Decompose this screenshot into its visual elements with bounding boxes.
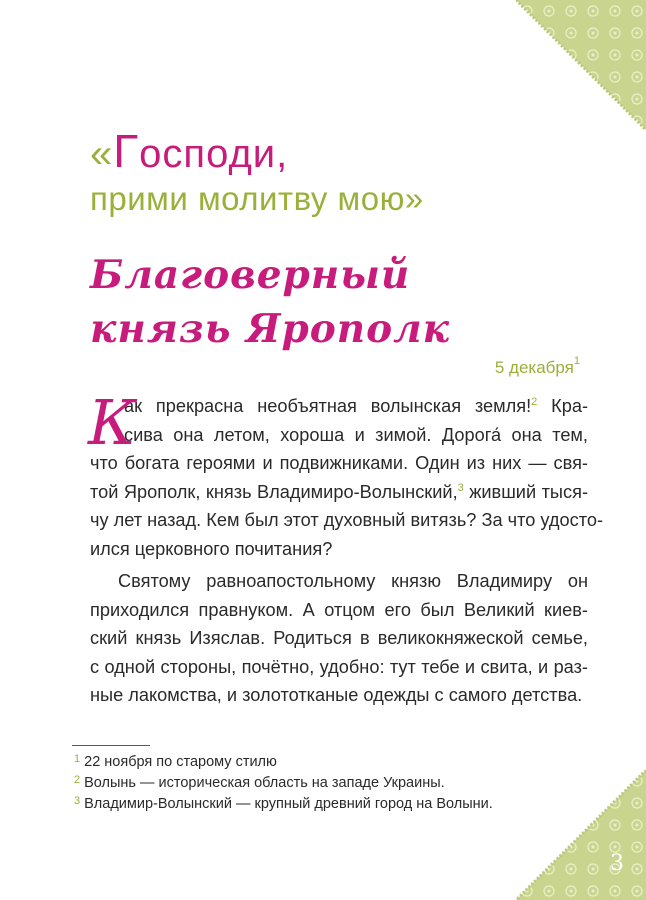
saint-name-line-1: Благоверный xyxy=(90,252,411,298)
text-line: ные лакомства, и золототканые одежды с самого детства. xyxy=(90,685,583,705)
saint-name-line-2: князь Ярополк xyxy=(90,306,451,352)
text-line: приходился правнуком. А отцом его был Великий киев- xyxy=(90,599,588,620)
text-segment: ак прекрасна необъятная волынская земля! xyxy=(124,396,532,416)
title-initial: Г xyxy=(113,125,140,177)
saint-name-heading xyxy=(90,248,570,356)
footnote xyxy=(74,773,584,794)
feast-date xyxy=(494,355,580,378)
drop-cap: К xyxy=(88,386,136,459)
text-line: Святому равноапостольному князю Владимиру он xyxy=(118,571,588,591)
footnote-text: Волынь — историческая область на западе Украины. xyxy=(84,775,445,791)
footnote xyxy=(74,752,584,773)
title-line-1 xyxy=(90,125,610,177)
text-line: сива она летом, хороша и зимой. Дорога́ она тем, xyxy=(124,424,588,445)
footnote-ref-1: 1 xyxy=(573,355,580,367)
corner-ornament-top xyxy=(516,0,646,130)
title-line-1-rest: осподи, xyxy=(139,132,289,176)
text-segment: той Ярополк, князь Владимиро-Волынский, xyxy=(90,481,458,502)
text-line: с одной стороны, почётно, удобно: тут тебе и свита, и раз- xyxy=(90,656,588,677)
footnote-ref-2: 2 xyxy=(531,396,538,408)
title-line-2: прими молитву мою» xyxy=(90,180,424,217)
chapter-title xyxy=(90,125,610,221)
footnote-number: 1 xyxy=(74,753,81,765)
body-text xyxy=(88,386,603,710)
footnote-text: 22 ноября по старому стилю xyxy=(84,754,277,770)
text-line: ский князь Изяслав. Родиться в великокняжеской семье, xyxy=(90,628,588,648)
footnote-number: 2 xyxy=(74,774,81,786)
open-quote: « xyxy=(90,132,114,176)
page-number: 3 xyxy=(610,851,624,876)
text-line: ился церковного почитания? xyxy=(90,538,333,559)
text-line: что богата героями и подвижниками. Один из них — свя- xyxy=(90,453,588,473)
feast-date-text: 5 декабря xyxy=(494,358,574,377)
text-segment: живший тыся- xyxy=(463,481,588,502)
text-line xyxy=(90,478,588,507)
footnote-divider xyxy=(72,745,150,746)
text-line: чу лет назад. Кем был этот духовный витязь? За что удосто- xyxy=(90,510,603,530)
footnote xyxy=(74,794,584,815)
footnotes xyxy=(74,752,584,815)
footnote-text: Владимир-Волынский — крупный древний город на Волыни. xyxy=(84,796,493,812)
footnote-number: 3 xyxy=(74,795,81,807)
text-line xyxy=(90,392,588,421)
text-segment: Кра- xyxy=(537,396,588,416)
paragraph-2 xyxy=(90,567,588,710)
footnote-ref-3: 3 xyxy=(457,481,464,494)
paragraph-1 xyxy=(88,386,603,563)
